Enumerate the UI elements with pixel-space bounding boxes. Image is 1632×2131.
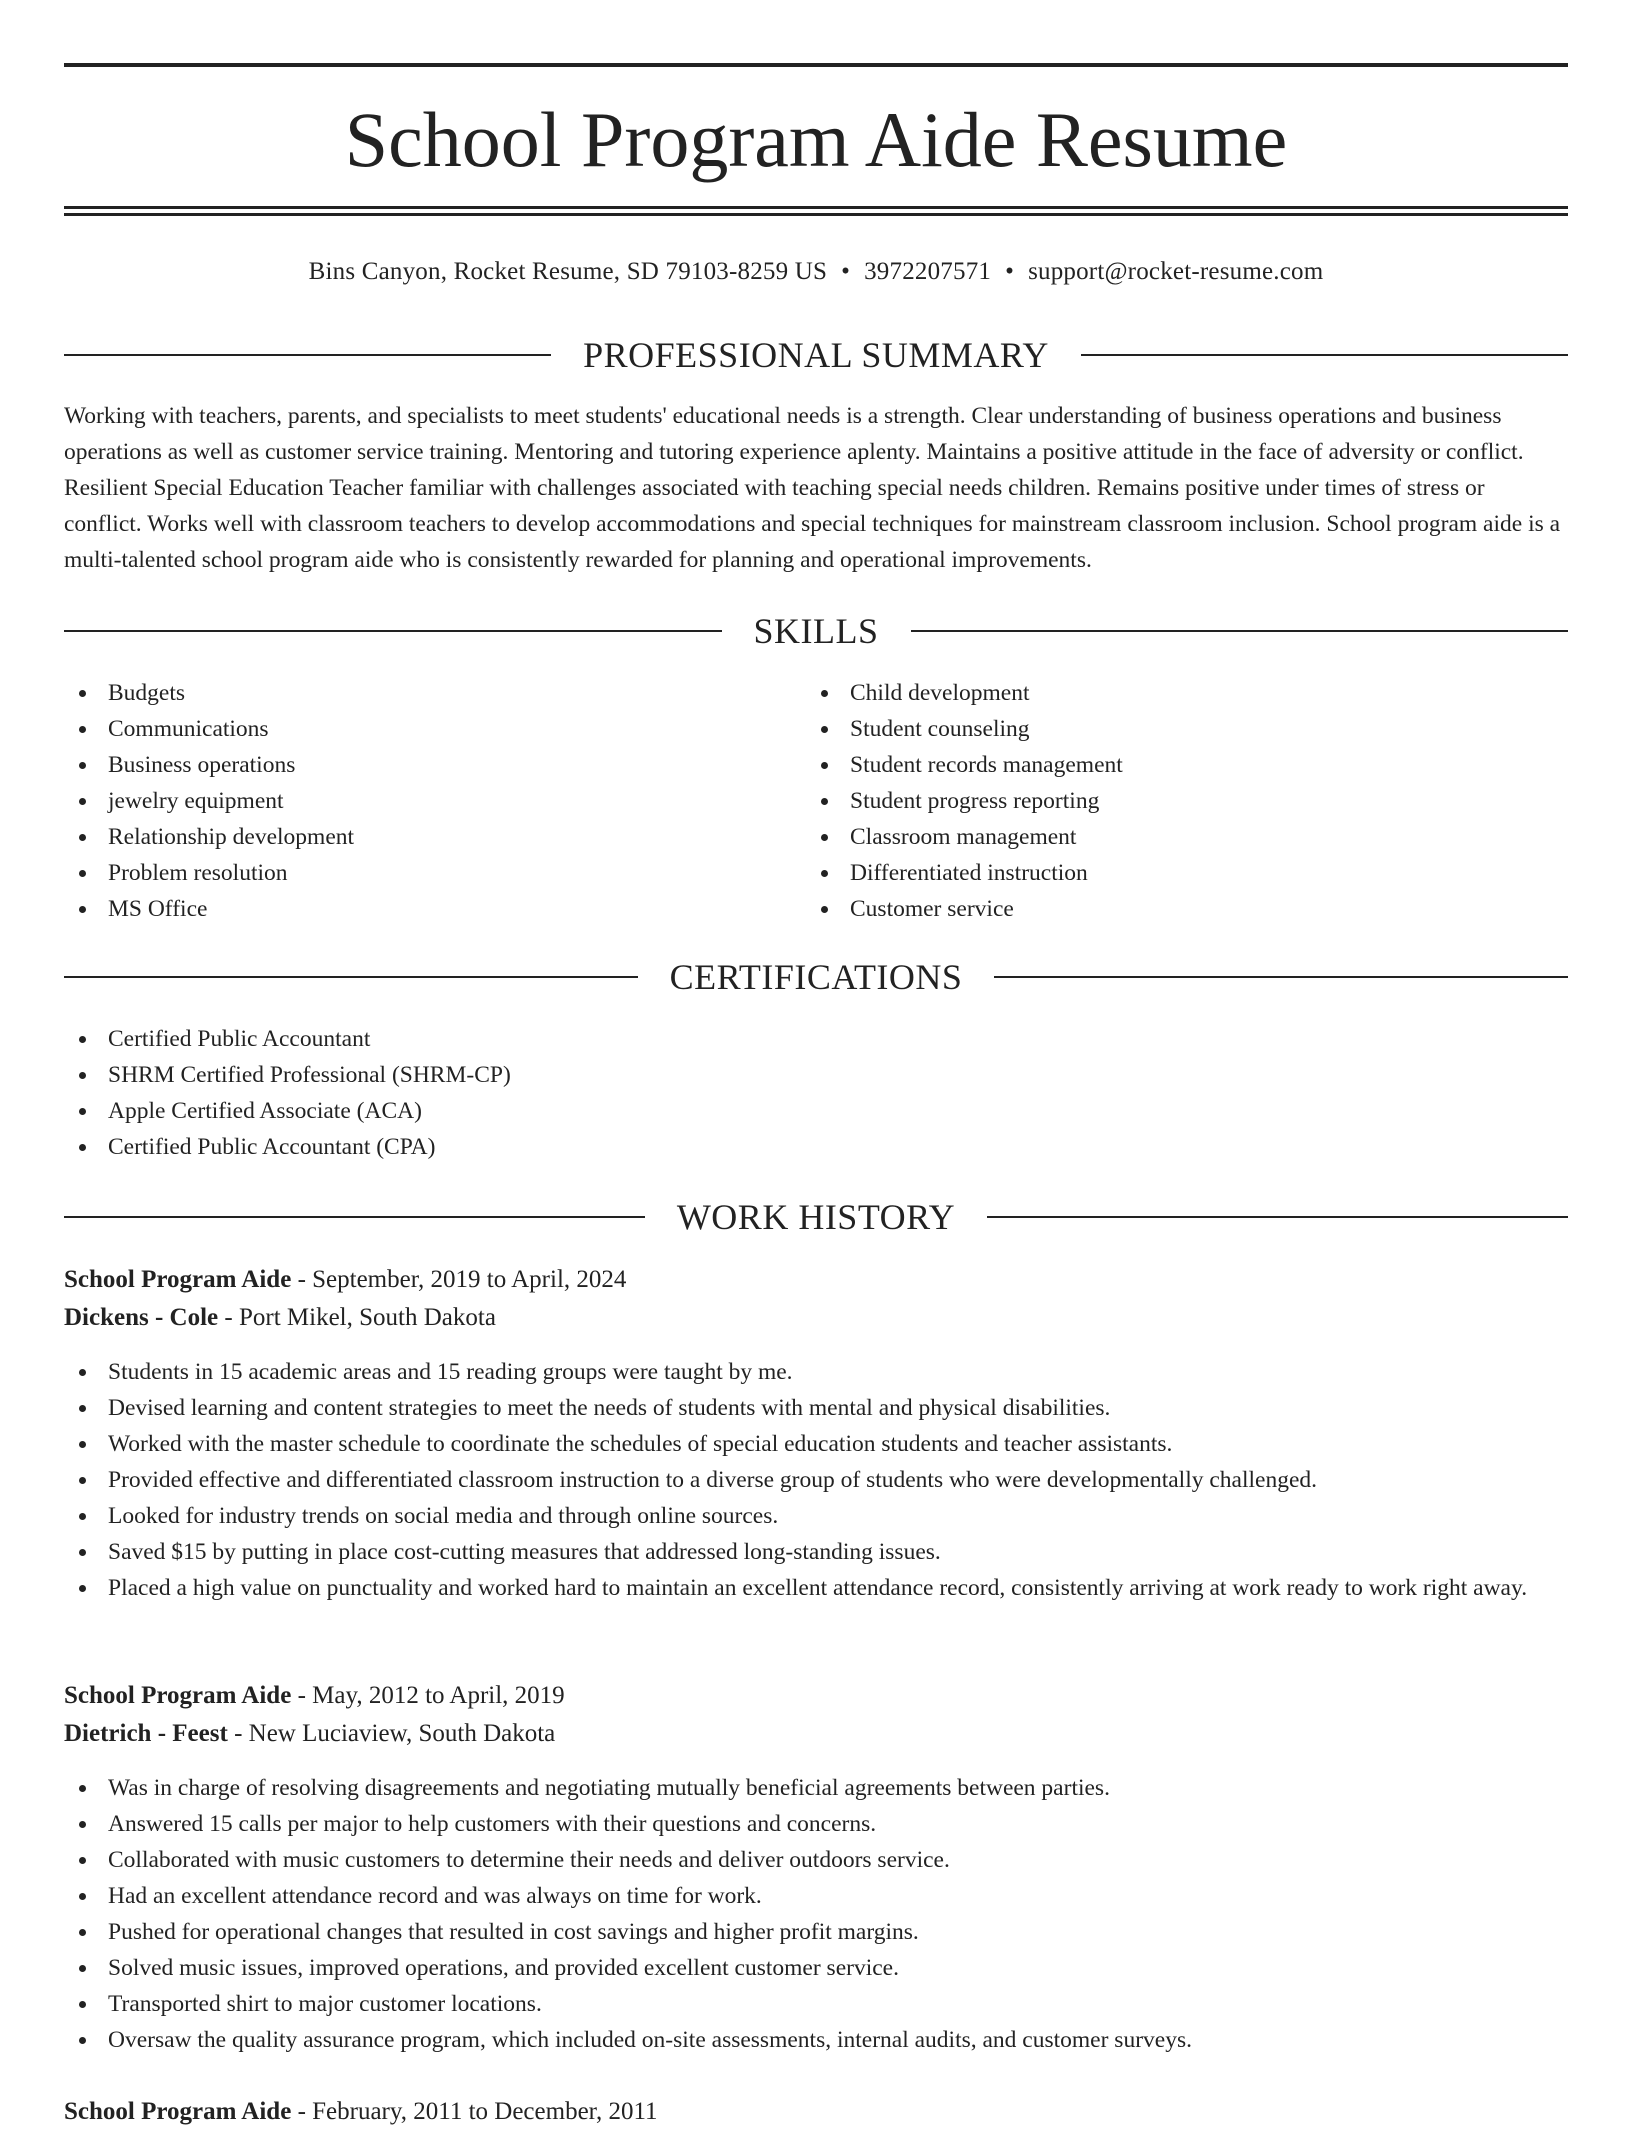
skills-list-right xyxy=(806,675,1506,927)
job-title: School Program Aide xyxy=(64,1682,292,1709)
certification-item: Certified Public Accountant xyxy=(64,1021,1568,1057)
skill-item: Student counseling xyxy=(806,711,1506,747)
section-rule xyxy=(64,354,551,356)
job-company: Dickens - Cole xyxy=(64,1304,219,1331)
skill-item: Student records management xyxy=(806,747,1506,783)
job-bullet: Was in charge of resolving disagreements and negotiating mutually beneficial agreements between parties. xyxy=(64,1770,1568,1806)
job-bullet: Students in 15 academic areas and 15 reading groups were taught by me. xyxy=(64,1354,1568,1390)
section-rule xyxy=(994,976,1568,978)
job-company-line xyxy=(64,1299,1568,1337)
skill-item: Business operations xyxy=(64,747,764,783)
title-double-rule xyxy=(64,206,1568,216)
job-bullet: Saved $15 by putting in place cost-cutting measures that addressed long-standing issues. xyxy=(64,1534,1568,1570)
contact-separator: • xyxy=(841,258,851,285)
job-bullet: Placed a high value on punctuality and worked hard to maintain an excellent attendance record, consistently arriving at work ready to work right away. xyxy=(64,1570,1568,1606)
job-location: - New Luciaview, South Dakota xyxy=(227,1720,556,1747)
skill-item: Problem resolution xyxy=(64,855,764,891)
job-bullet: Answered 15 calls per major to help customers with their questions and concerns. xyxy=(64,1806,1568,1842)
contact-separator: • xyxy=(1005,258,1015,285)
skill-item: Student progress reporting xyxy=(806,783,1506,819)
job-bullet: Collaborated with music customers to determine their needs and deliver outdoors service. xyxy=(64,1842,1568,1878)
certification-item: Apple Certified Associate (ACA) xyxy=(64,1093,1568,1129)
job-bullet: Looked for industry trends on social media and through online sources. xyxy=(64,1498,1568,1534)
section-skills-header xyxy=(64,609,1568,653)
job-bullet: Provided effective and differentiated classroom instruction to a diverse group of students who were developmentally challenged. xyxy=(64,1462,1568,1498)
job-dates: - September, 2019 to April, 2024 xyxy=(291,1266,627,1293)
job-bullet: Transported shirt to major customer locations. xyxy=(64,1986,1568,2022)
job-bullets xyxy=(64,1354,1568,1606)
job-bullet: Oversaw the quality assurance program, which included on-site assessments, internal audits, and customer surveys. xyxy=(64,2022,1568,2058)
job-bullet: Worked with the master schedule to coordinate the schedules of special education students and teacher assistants. xyxy=(64,1426,1568,1462)
section-rule xyxy=(64,1216,645,1218)
skill-item: Classroom management xyxy=(806,819,1506,855)
job-bullet: Solved music issues, improved operations, and provided excellent customer service. xyxy=(64,1950,1568,1986)
job-bullet: Pushed for operational changes that resulted in cost savings and higher profit margins. xyxy=(64,1914,1568,1950)
section-rule xyxy=(911,630,1569,632)
section-title-certifications: CERTIFICATIONS xyxy=(669,957,963,997)
skill-item: Budgets xyxy=(64,675,764,711)
job-location: - Port Mikel, South Dakota xyxy=(218,1304,496,1331)
contact-address: Bins Canyon, Rocket Resume, SD 79103-8259 US xyxy=(308,258,828,285)
job-company-line xyxy=(64,1715,1568,1753)
section-summary-header xyxy=(64,333,1568,377)
job-dates: - May, 2012 to April, 2019 xyxy=(291,1682,565,1709)
top-rule xyxy=(64,63,1568,67)
skill-item: jewelry equipment xyxy=(64,783,764,819)
section-work-history-header xyxy=(64,1195,1568,1239)
skill-item: Relationship development xyxy=(64,819,764,855)
certification-item: Certified Public Accountant (CPA) xyxy=(64,1129,1568,1165)
resume-title: School Program Aide Resume xyxy=(344,96,1288,183)
certifications-list xyxy=(64,1021,1568,1165)
section-rule xyxy=(64,630,722,632)
job-bullet: Had an excellent attendance record and was always on time for work. xyxy=(64,1878,1568,1914)
job-bullet: Devised learning and content strategies to meet the needs of students with mental and physical disabilities. xyxy=(64,1390,1568,1426)
professional-summary: Working with teachers, parents, and specialists to meet students' educational needs is a strength. Clear understanding of business operations and business operations as well as customer service training. Mentoring and tutoring experience aplenty. Maintains a positive attitude in the face of adversity or conflict. Resilient Special Education Teacher familiar with challenges associated with teaching special needs children. Remains positive under times of stress or conflict. Works well with classroom teachers to develop accommodations and special techniques for mainstream classroom inclusion. School program aide is a multi-talented school program aide who is consistently rewarded for planning and operational improvements. xyxy=(64,403,1561,573)
contact-line xyxy=(64,252,1568,292)
contact-email[interactable]: support@rocket-resume.com xyxy=(1028,258,1324,285)
skill-item: Differentiated instruction xyxy=(806,855,1506,891)
section-title-summary: PROFESSIONAL SUMMARY xyxy=(583,335,1049,375)
section-title-work-history: WORK HISTORY xyxy=(676,1197,956,1237)
job-title: School Program Aide xyxy=(64,1266,292,1293)
skill-item: Communications xyxy=(64,711,764,747)
job-company: Dietrich - Feest xyxy=(64,1720,228,1747)
section-rule xyxy=(987,1216,1568,1218)
job-dates: - February, 2011 to December, 2011 xyxy=(291,2098,658,2125)
section-rule xyxy=(64,976,638,978)
job-title: School Program Aide xyxy=(64,2098,292,2125)
job-title-line xyxy=(64,1261,1568,1299)
skill-item: MS Office xyxy=(64,891,764,927)
skill-item: Customer service xyxy=(806,891,1506,927)
section-title-skills: SKILLS xyxy=(753,611,879,651)
certification-item: SHRM Certified Professional (SHRM-CP) xyxy=(64,1057,1568,1093)
section-rule xyxy=(1081,354,1568,356)
skill-item: Child development xyxy=(806,675,1506,711)
job-bullets xyxy=(64,1770,1568,2058)
section-certifications-header xyxy=(64,955,1568,999)
job-title-line xyxy=(64,1677,1568,1715)
contact-phone[interactable]: 3972207571 xyxy=(864,258,992,285)
job-title-line xyxy=(64,2093,1568,2131)
skills-list-left xyxy=(64,675,764,927)
